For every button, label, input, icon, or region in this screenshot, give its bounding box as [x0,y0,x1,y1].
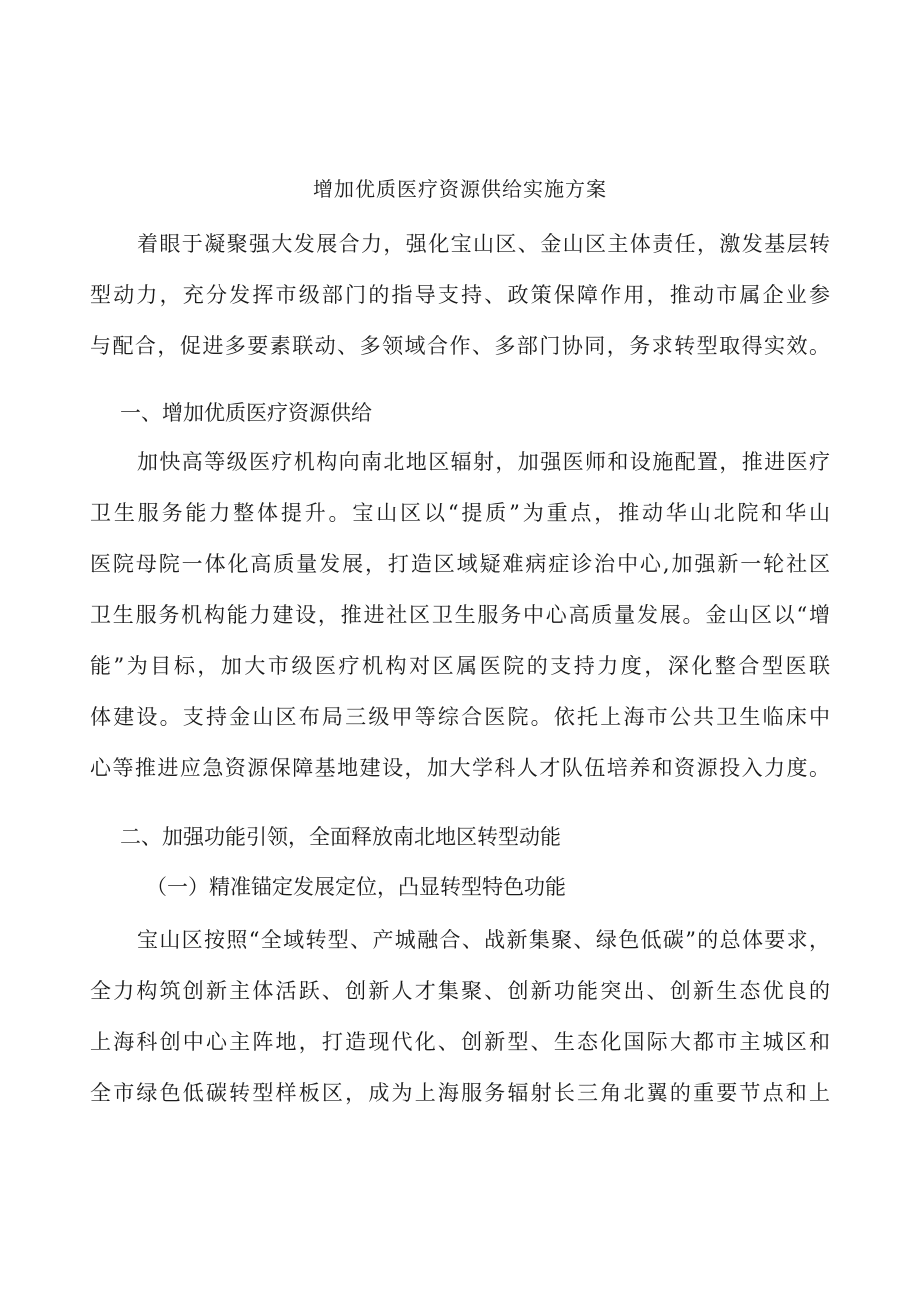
section2-line-3: 上海科创中心主阵地，打造现代化、创新型、生态化国际大都市主城区和 [90,1030,830,1054]
section1-line-3: 医院母院一体化高质量发展，打造区域疑难病症诊治中心,加强新一轮社区 [90,552,830,576]
intro-line-1: 着眼于凝聚强大发展合力，强化宝山区、金山区主体责任，激发基层转 [137,232,830,256]
section1-line-5: 能”为目标，加大市级医疗机构对区属医院的支持力度，深化整合型医联 [90,654,830,678]
section1-line-1: 加快高等级医疗机构向南北地区辐射，加强医师和设施配置，推进医疗 [137,450,830,474]
document-title: 增加优质医疗资源供给实施方案 [313,177,607,201]
section2-subheading: （一）精准锚定发展定位，凸显转型特色功能 [146,875,566,899]
section1-line-2: 卫生服务能力整体提升。宝山区以“提质”为重点，推动华山北院和华山 [90,501,830,525]
section1-line-6: 体建设。支持金山区布局三级甲等综合医院。依托上海市公共卫生临床中 [90,705,830,729]
section1-line-7: 心等推进应急资源保障基地建设，加大学科人才队伍培养和资源投入力度。 [90,756,830,780]
section2-line-2: 全力构筑创新主体活跃、创新人才集聚、创新功能突出、创新生态优良的 [90,979,830,1003]
section1-heading: 一、增加优质医疗资源供给 [120,401,372,425]
section2-heading: 二、加强功能引领，全面释放南北地区转型动能 [120,825,561,849]
intro-line-2: 型动力，充分发挥市级部门的指导支持、政策保障作用，推动市属企业参 [90,283,830,307]
section2-line-1: 宝山区按照“全域转型、产城融合、战新集聚、绿色低碳”的总体要求， [137,928,830,952]
section1-line-4: 卫生服务机构能力建设，推进社区卫生服务中心高质量发展。金山区以“增 [90,603,830,627]
section2-line-4: 全市绿色低碳转型样板区，成为上海服务辐射长三角北翼的重要节点和上 [90,1081,830,1105]
intro-line-3: 与配合，促进多要素联动、多领域合作、多部门协同，务求转型取得实效。 [90,334,830,358]
